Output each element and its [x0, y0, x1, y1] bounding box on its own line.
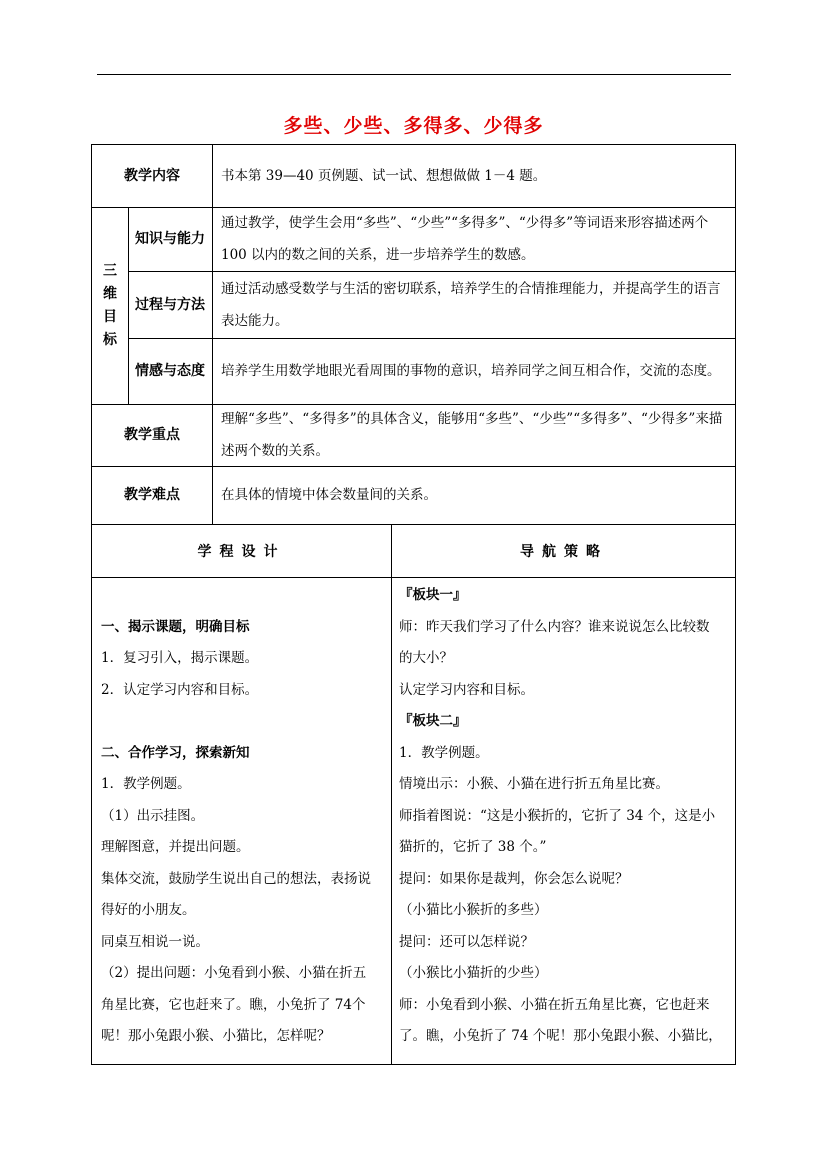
goals-group-char: 目	[103, 308, 117, 325]
goals-group-label	[92, 207, 128, 404]
goals-group-char: 标	[103, 331, 117, 348]
header-rule	[97, 74, 731, 75]
key-point-text: 理解“多些”、“多得多”的具体含义，能够用“多些”、“少些”“多得多”、“少得多”来描述两个数的关系。	[221, 411, 723, 459]
text-line: 师指着图说：“这是小猴折的，它折了 34 个，这是小	[399, 807, 716, 824]
column-divider	[128, 207, 129, 404]
text-line: （1）出示挂图。	[101, 807, 205, 824]
text-line: 师：昨天我们学习了什么内容？谁来说说怎么比较数	[399, 618, 710, 635]
row-divider	[92, 577, 736, 578]
content-text: 书本第 39—40 页例题、试一试、想想做做 1－4 题。	[221, 168, 547, 184]
text-line: 的大小？	[399, 650, 453, 666]
text-line: 得好的小朋友。	[101, 902, 196, 918]
text-line	[101, 706, 389, 738]
text-line: 认定学习内容和目标。	[399, 681, 534, 698]
goal-knowledge-text: 通过教学，使学生会用“多些”、“少些”“多得多”、“少得多”等词语来形容描述两个 100 以内的数之间的关系，进一步培养学生的数感。	[221, 215, 709, 263]
text-line: 同桌互相说一说。	[101, 933, 209, 950]
column-divider	[391, 524, 392, 1065]
text-line: 呢！那小兔跟小猴、小猫比，怎样呢？	[101, 1028, 331, 1044]
text-line: （2）提出问题：小兔看到小猴、小猫在折五	[101, 965, 367, 981]
text-line: 情境出示：小猴、小猫在进行折五角星比赛。	[399, 776, 669, 792]
text-line	[101, 580, 389, 612]
text-line: 1．教学例题。	[399, 744, 489, 761]
text-line: 『板块一』	[399, 587, 467, 603]
goal-attitude-text: 培养学生用数学地眼光看周围的事物的意识，培养同学之间互相合作，交流的态度。	[221, 363, 721, 379]
text-line: 提问：如果你是裁判，你会怎么说呢？	[399, 870, 629, 887]
text-line: 猫折的，它折了 38 个。”	[399, 839, 547, 855]
learning-process-column	[101, 580, 389, 1064]
text-line: （小猫比小猴折的多些）	[399, 902, 548, 918]
text-line: 集体交流，鼓励学生说出自己的想法，表扬说	[101, 870, 371, 887]
goals-group-char: 三	[103, 262, 117, 279]
text-line: 1．复习引入，揭示课题。	[101, 650, 259, 666]
lesson-table	[91, 144, 736, 1065]
goals-group-char: 维	[103, 285, 117, 302]
difficulty-text: 在具体的情境中体会数量间的关系。	[221, 487, 437, 503]
goal-attitude-label: 情感与态度	[135, 363, 205, 379]
key-point-label: 教学重点	[124, 427, 180, 443]
text-line: （小猴比小猫折的少些）	[399, 965, 548, 981]
goal-knowledge-label: 知识与能力	[135, 231, 205, 247]
left-column-header: 学程设计	[197, 543, 286, 560]
text-line: 了。瞧，小兔折了 74 个呢！那小兔跟小猴、小猫比，	[399, 1028, 722, 1044]
text-line: 1．教学例题。	[101, 776, 191, 792]
text-line: 『板块二』	[399, 713, 467, 729]
text-line: 提问：还可以怎样说？	[399, 933, 534, 950]
text-line: 二、合作学习，探索新知	[101, 744, 250, 761]
goal-process-text: 通过活动感受数学与生活的密切联系，培养学生的合情推理能力，并提高学生的语言表达能力。	[221, 280, 721, 329]
page-title: 多些、少些、多得多、少得多	[283, 115, 544, 137]
right-column-header: 导航策略	[520, 543, 608, 560]
text-line: 2．认定学习内容和目标。	[101, 681, 259, 698]
goal-process-label: 过程与方法	[135, 296, 205, 313]
difficulty-label: 教学难点	[124, 487, 180, 503]
text-line: 一、揭示课题，明确目标	[101, 618, 250, 635]
text-line: 理解图意，并提出问题。	[101, 839, 250, 855]
content-label: 教学内容	[124, 168, 180, 184]
text-line: 师：小兔看到小猴、小猫在折五角星比赛，它也赶来	[399, 996, 710, 1013]
text-line: 角星比赛，它也赶来了。瞧，小兔折了 74个	[101, 996, 366, 1013]
guidance-strategy-column	[399, 580, 733, 1064]
